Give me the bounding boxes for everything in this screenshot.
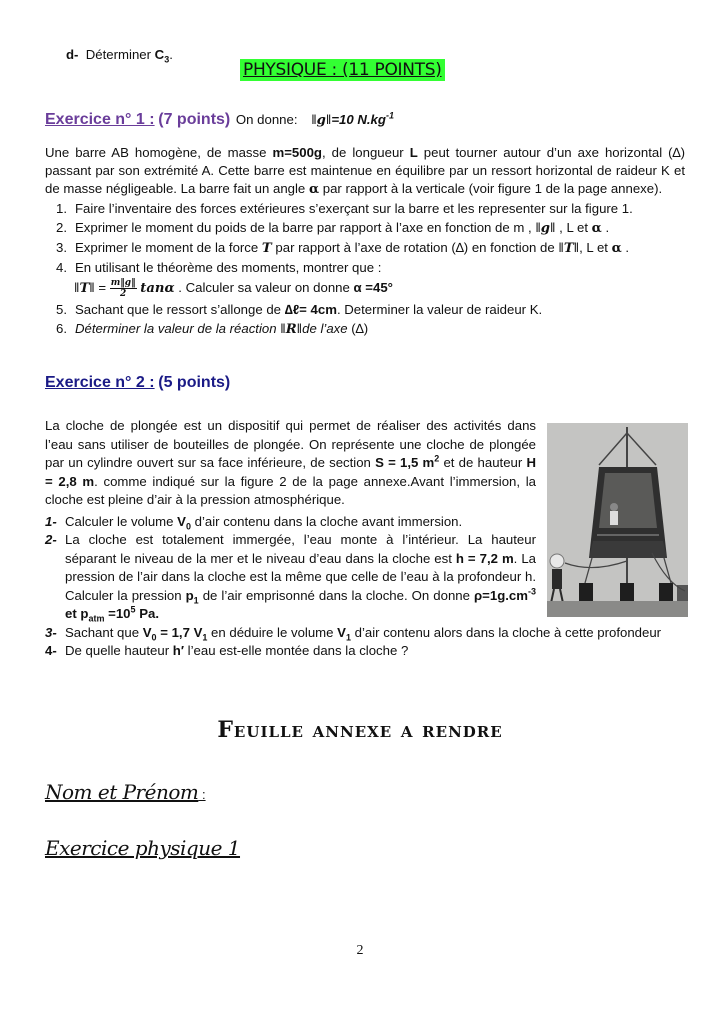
pressure-var: p — [185, 587, 194, 603]
question-number: 4- — [45, 643, 57, 658]
colon: : — [198, 787, 206, 802]
vec-g: g — [540, 221, 551, 236]
vec-r: R — [285, 322, 297, 337]
ex1-question-4 — [45, 258, 685, 277]
ex2-question-3 — [45, 624, 677, 643]
patm-exp: 5 — [130, 604, 136, 615]
question-text: . Determiner la valeur de raideur K. — [336, 302, 543, 317]
alpha: α — [591, 221, 602, 236]
intro-text: . comme indiqué sur la figure 2 de la page annexe.Avant l’immersion, la cloche est pleine d’air à la pression atmosphérique. — [45, 473, 536, 507]
question-text: . Calculer sa valeur on donne — [174, 280, 354, 295]
question-number: 3. — [56, 240, 67, 255]
question-text: Sachant que — [65, 624, 143, 640]
page-number — [0, 942, 720, 959]
exercise2-points: (5 points) — [158, 374, 231, 391]
frac-m: m — [110, 278, 121, 289]
equals: = — [94, 280, 110, 295]
section-title — [240, 60, 445, 80]
exercise1-heading — [45, 111, 394, 130]
patm-value: =10 — [104, 606, 131, 621]
height-var: h′ — [172, 643, 184, 658]
section-value: S = 1,5 m — [375, 455, 435, 470]
volume-sub: 0 — [185, 521, 191, 532]
vec-g: g — [316, 113, 326, 128]
given-exp: -1 — [385, 110, 394, 121]
height-value: H = 2,8 m — [45, 455, 536, 489]
norm-open: ‖ — [311, 112, 317, 127]
vec-t: T — [563, 241, 574, 256]
question-text: d’air contenu dans la cloche avant immersion. — [190, 513, 463, 529]
intro-text: peut tourner autour d’un axe horizontal (∆) passant par son extrémité A. Cette barre est maintenue en équilibre par un ressort horizontal de raideur K et de masse négligeable. La barre fait un angle — [45, 145, 686, 196]
fraction — [110, 278, 137, 299]
exercise2-title: Exercice n° 2 : — [45, 374, 155, 391]
exercise-label-text: Exercice physique 1 — [45, 836, 241, 860]
formula — [74, 278, 175, 300]
question-text: de l’axe — [302, 321, 352, 336]
norm-open: ‖ — [74, 280, 80, 295]
question-text: Exprimer le moment de la force — [75, 240, 262, 255]
intro-text: par rapport à la verticale (voir figure 1 de la page annexe). — [319, 181, 663, 196]
question-text: , L et — [555, 220, 592, 235]
given-value: =10 N.kg — [331, 112, 386, 127]
frac-denominator: 2 — [120, 289, 127, 300]
exercise1-title: Exercice n° 1 : — [45, 111, 155, 128]
question-text: . La pression de l’air dans la cloche est la même que celle de l’eau à la profondeur h. Calculer la pression — [65, 550, 536, 603]
question-text: , L et — [579, 240, 612, 255]
pressure-sub: 1 — [193, 595, 199, 606]
mass-value: m=500g — [272, 145, 322, 160]
ex2-question-2 — [45, 531, 536, 624]
exercise1-points: (7 points) — [158, 111, 231, 128]
question-text: d’air contenu alors dans la cloche à cette profondeur — [350, 624, 662, 640]
vec-t: T — [79, 281, 90, 296]
norm-close: ‖ — [296, 321, 303, 336]
question-text: Sachant que le ressort s’allonge de — [75, 302, 285, 317]
section-title-text: PHYSIQUE : (11 POINTS) — [240, 59, 445, 81]
norm-open: ‖ — [120, 278, 125, 289]
exercise-physique-label — [45, 836, 240, 860]
annexe-title — [0, 717, 720, 743]
question-number: 2. — [56, 220, 67, 235]
norm-open: ‖ — [558, 240, 564, 255]
ex1-formula-line — [45, 277, 685, 300]
question-text: Faire l’inventaire des forces extérieures s’exerçant sur la barre et les representer sur la figure 1. — [75, 201, 633, 216]
alpha: α — [611, 241, 622, 256]
question-text: l’eau est-elle montée dans la cloche ? — [184, 643, 409, 658]
norm-close: ‖ — [550, 220, 556, 235]
ex2-question-4 — [45, 642, 677, 661]
axis-symbol: (∆) — [351, 321, 369, 336]
given-g — [311, 112, 394, 127]
alpha: α — [308, 182, 320, 197]
question-text: En utilisant le théorème des moments, montrer que : — [75, 260, 382, 275]
v0-sub: 0 — [151, 632, 157, 643]
section-exp: 2 — [434, 453, 440, 464]
ex1-question-1 — [45, 199, 685, 218]
intro-text: et de hauteur — [439, 455, 527, 470]
norm-close: ‖ — [89, 280, 95, 295]
question-number: 3- — [45, 624, 57, 640]
elongation-value: ∆ℓ= 4cm — [284, 302, 337, 317]
exercise1-body — [45, 144, 685, 339]
question-number: 4. — [56, 260, 67, 275]
ex1-question-3 — [45, 238, 685, 258]
intro-text: , de longueur — [321, 145, 410, 160]
ex1-question-5 — [45, 300, 685, 319]
norm-close: ‖ — [325, 112, 332, 127]
norm-close: ‖ — [573, 240, 580, 255]
question-text: La cloche est totalement immergée, l’eau monte à l’intérieur. La hauteur séparant le niveau de la mer et le niveau d’eau dans la cloche est — [65, 532, 536, 566]
v1-var: V — [337, 624, 346, 640]
question-text: . — [621, 240, 630, 255]
question-number: 2- — [45, 532, 57, 547]
annexe-title-text: Feuille annexe a rendre — [217, 717, 503, 743]
ex2-question-1 — [45, 513, 536, 532]
frac-g: g — [124, 278, 132, 289]
question-text: Déterminer — [85, 47, 155, 62]
previous-question-d — [66, 46, 173, 64]
ex1-question-2 — [45, 218, 685, 238]
exercise2-intro — [45, 417, 536, 510]
volume-var: V — [177, 513, 186, 529]
question-text: Déterminer la valeur de la réaction — [75, 321, 281, 336]
norm-close: ‖ — [131, 278, 136, 289]
norm-open: ‖ — [535, 220, 541, 235]
question-number: 5. — [56, 302, 67, 317]
question-text: en déduire le volume — [207, 624, 338, 640]
v1-sub: 1 — [202, 632, 208, 643]
norm-open: ‖ — [280, 321, 286, 336]
question-number: 1- — [45, 513, 57, 529]
question-label: d- — [66, 47, 79, 62]
exercise2-body — [45, 417, 677, 661]
v0-var: V — [142, 624, 152, 640]
question-text: De quelle hauteur — [65, 643, 173, 658]
exercise1-intro — [45, 144, 685, 199]
ratio: = 1,7 V — [156, 624, 203, 640]
var-c: C — [154, 47, 165, 62]
patm-sub: atm — [88, 613, 105, 624]
name-label-text: Nom et Prénom — [45, 780, 199, 804]
name-field-label — [45, 780, 206, 804]
tan-alpha: tanα — [140, 281, 175, 296]
alpha-value: α =45° — [353, 280, 393, 295]
v1-sub: 1 — [345, 632, 351, 643]
question-text: Exprimer le moment du poids de la barre par rapport à l’axe en fonction de m , — [75, 220, 536, 235]
density-exp: -3 — [527, 586, 536, 597]
var-c-sub: 3 — [164, 54, 170, 65]
patm-unit: Pa. — [135, 606, 159, 621]
vec-t: T — [261, 241, 272, 256]
question-text: . — [601, 220, 610, 235]
ex1-question-6 — [45, 319, 685, 339]
question-text: de l’air emprisonné dans la cloche. On donne — [198, 587, 474, 603]
period: . — [169, 47, 173, 62]
given-prefix: On donne: — [235, 112, 298, 127]
depth-value: h = 7,2 m — [455, 550, 514, 566]
intro-text: La cloche de plongée est un dispositif qui permet de réaliser des activités dans l’eau sans utiliser de bouteilles de plongée. On représente une cloche de plongée par un cylindre ouvert sur sa face inférieure, de section — [45, 418, 536, 470]
intro-text: Une barre AB homogène, de masse — [45, 145, 273, 160]
patm-label: et p — [65, 606, 89, 621]
density-value: ρ=1g.cm — [474, 587, 528, 603]
question-text: par rapport à l’axe de rotation (∆) en fonction de — [271, 240, 559, 255]
question-number: 1. — [56, 201, 67, 216]
length-var: L — [409, 145, 418, 160]
page-number-text: 2 — [356, 943, 364, 958]
question-text: Calculer le volume — [65, 513, 178, 529]
exercise2-heading — [45, 374, 230, 392]
question-number: 6. — [56, 321, 67, 336]
